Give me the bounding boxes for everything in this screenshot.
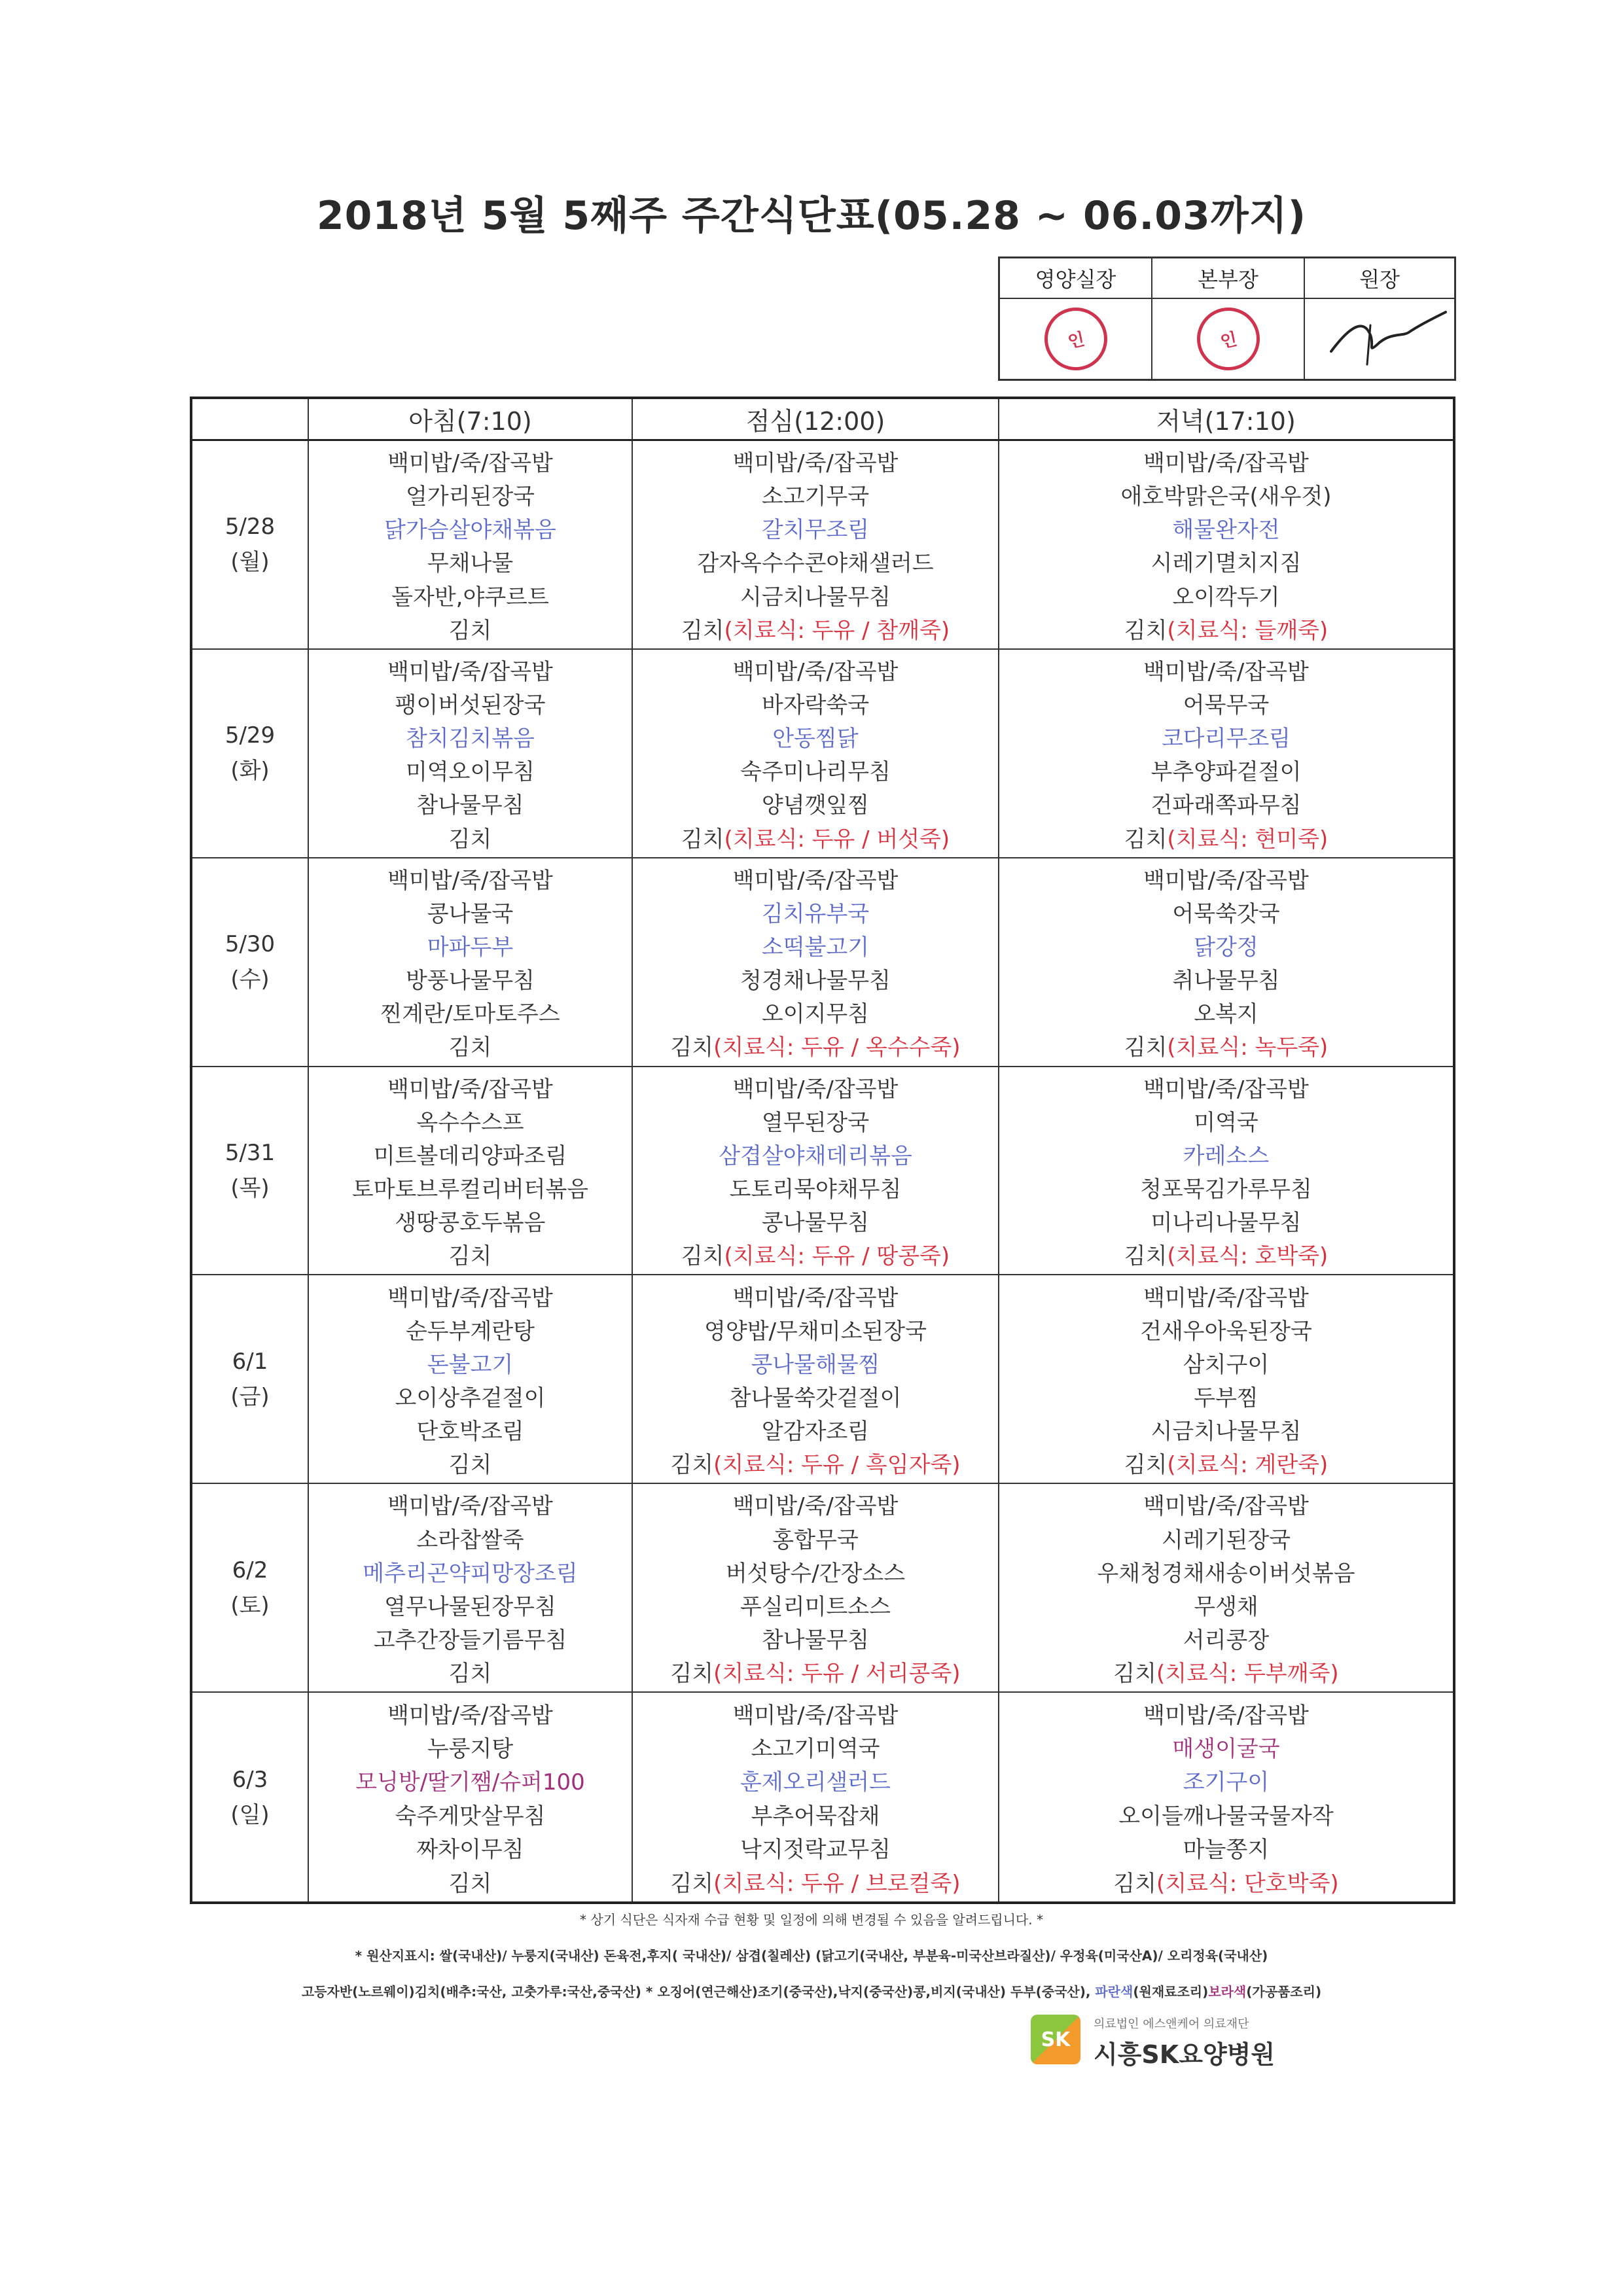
menu-item: 오복지: [1194, 1001, 1258, 1028]
menu-item: 미나리나물무침: [1150, 1210, 1302, 1237]
menu-item: 단호박조림: [416, 1418, 524, 1445]
legend-purple-label: 보라색: [1208, 1984, 1247, 2000]
menu-item: 팽이버섯된장국: [395, 692, 546, 719]
menu-item: 김치: [681, 1243, 724, 1270]
menu-item: 시레기멸치지짐: [1150, 550, 1302, 577]
origin-notice: * 원산지표시: 쌀(국내산)/ 누룽지(국내산) 돈육전,후지( 국내산)/ 삼겹(칠레산) (닭고기(국내산, 부분육-미국산브라질산)/ 우정육(미국산A)/ 오리정육(국내산): [355, 1948, 1268, 1964]
day-cell: [192, 650, 309, 858]
breakfast-cell: [309, 858, 633, 1067]
menu-item-kimchi-diet: [1124, 1029, 1329, 1061]
menu-item: 김치: [1124, 1243, 1168, 1270]
menu-item: 백미밥/죽/잡곡밥: [1143, 1076, 1309, 1103]
menu-item: 백미밥/죽/잡곡밥: [387, 1076, 553, 1103]
seal-stamp-icon: 인: [1039, 302, 1113, 376]
approval-box: [998, 256, 1456, 381]
day-weekday: (금): [230, 1383, 270, 1410]
breakfast-cell: [309, 1484, 633, 1693]
logo-subtitle: 의료법인 에스앤케어 의료재단: [1094, 2017, 1249, 2031]
menu-item: 토마토브루컬리버터볶음: [351, 1176, 589, 1203]
menu-item: 김치: [448, 1870, 492, 1897]
menu-item: 버섯탕수/간장소스: [725, 1560, 906, 1587]
dinner-cell: [999, 441, 1453, 650]
menu-item: 백미밥/죽/잡곡밥: [732, 1702, 899, 1729]
menu-item: 백미밥/죽/잡곡밥: [1143, 1284, 1309, 1311]
menu-item: 옥수수스프: [416, 1109, 524, 1136]
day-weekday: (수): [230, 966, 270, 993]
menu-item: 김치: [681, 617, 724, 644]
therapy-diet-label: (치료식: 두유 / 땅콩죽): [724, 1243, 950, 1270]
menu-item-kimchi-diet: [670, 1029, 960, 1061]
menu-item: 김치: [681, 826, 724, 853]
menu-item: 갈치무조림: [761, 517, 870, 544]
menu-item: 숙주미나리무침: [740, 759, 891, 786]
menu-item: 훈제오리샐러드: [740, 1769, 891, 1796]
menu-item: 도토리묵야채무침: [729, 1176, 902, 1203]
menu-item: 콩나물해물찜: [751, 1351, 880, 1378]
approval-signature-cell: [1305, 299, 1454, 379]
menu-item: 소고기무국: [761, 484, 870, 510]
approval-seal-cell-2: [1152, 299, 1305, 379]
menu-item: 두부찜: [1194, 1385, 1258, 1411]
therapy-diet-label: (치료식: 호박죽): [1167, 1243, 1329, 1270]
lunch-cell: [633, 1693, 999, 1901]
breakfast-cell: [309, 650, 633, 858]
approval-seal-cell-1: [1000, 299, 1152, 379]
menu-item: 안동찜닭: [772, 726, 859, 752]
menu-item: 미역오이무침: [405, 759, 535, 786]
menu-item: 조기구이: [1183, 1769, 1270, 1796]
day-cell: [192, 858, 309, 1067]
therapy-diet-label: (치료식: 녹두죽): [1167, 1034, 1329, 1061]
lunch-cell: [633, 650, 999, 858]
menu-item: 마늘쫑지: [1183, 1837, 1270, 1863]
menu-item: 백미밥/죽/잡곡밥: [387, 1702, 553, 1729]
hospital-logo: [1031, 2012, 1345, 2071]
menu-item: 시금치나물무침: [1150, 1418, 1302, 1445]
lunch-cell: [633, 1484, 999, 1693]
menu-item: 돈불고기: [427, 1351, 514, 1378]
day-date: 5/29: [224, 722, 276, 749]
menu-item: 백미밥/죽/잡곡밥: [1143, 450, 1309, 477]
menu-item: 부추양파겉절이: [1150, 759, 1302, 786]
dinner-cell: [999, 1484, 1453, 1693]
menu-item-kimchi-diet: [681, 821, 950, 853]
menu-item: 해물완자전: [1172, 517, 1280, 544]
menu-item: 김치: [448, 826, 492, 853]
menu-item: 참치김치볶음: [405, 726, 535, 752]
breakfast-cell: [309, 1275, 633, 1484]
menu-item: 찐계란/토마토주스: [380, 1001, 560, 1028]
menu-item: 참나물쑥갓겉절이: [729, 1385, 902, 1411]
menu-item: 우채청경채새송이버섯볶음: [1097, 1560, 1355, 1587]
menu-item: 콩나물국: [427, 900, 514, 927]
menu-item: 백미밥/죽/잡곡밥: [732, 658, 899, 685]
menu-item: 김치: [448, 1452, 492, 1479]
therapy-diet-label: (치료식: 두유 / 브로컬죽): [713, 1870, 961, 1897]
menu-item: 애호박맑은국(새우젓): [1120, 484, 1332, 510]
menu-item-kimchi-diet: [681, 1238, 950, 1270]
menu-item: 카레소스: [1183, 1142, 1270, 1169]
menu-item: 건파래쪽파무침: [1150, 792, 1302, 819]
menu-item: 누룽지탕: [427, 1735, 514, 1762]
menu-item: 홍합무국: [772, 1527, 859, 1553]
menu-item: 백미밥/죽/잡곡밥: [387, 867, 553, 894]
lunch-cell: [633, 858, 999, 1067]
menu-item: 콩나물무침: [761, 1210, 870, 1237]
legend-purple-desc: (가공품조리): [1246, 1984, 1322, 2000]
dinner-cell: [999, 1275, 1453, 1484]
breakfast-cell: [309, 1693, 633, 1901]
header-dinner: 저녁(17:10): [999, 399, 1453, 441]
menu-item-kimchi-diet: [1124, 1447, 1329, 1479]
therapy-diet-label: (치료식: 현미죽): [1167, 826, 1329, 853]
menu-item: 김치유부국: [761, 900, 870, 927]
menu-item: 김치: [448, 617, 492, 644]
menu-item: 백미밥/죽/잡곡밥: [387, 1493, 553, 1520]
therapy-diet-label: (치료식: 두유 / 흑임자죽): [713, 1452, 961, 1479]
menu-item: 시금치나물무침: [740, 584, 891, 610]
menu-item: 열무나물된장무침: [384, 1593, 556, 1620]
menu-change-notice: * 상기 식단은 식자재 수급 현황 및 일정에 의해 변경될 수 있음을 알려드립니다. *: [580, 1912, 1043, 1928]
day-date: 6/2: [232, 1557, 268, 1583]
menu-item: 청포묵김가루무침: [1140, 1176, 1312, 1203]
menu-item-kimchi-diet: [1124, 612, 1329, 645]
menu-item: 짜차이무침: [416, 1837, 524, 1863]
day-date: 6/1: [232, 1348, 268, 1375]
day-weekday: (목): [230, 1174, 270, 1201]
header-date: [192, 399, 309, 441]
menu-item-kimchi-diet: [670, 1447, 960, 1479]
menu-item: 백미밥/죽/잡곡밥: [1143, 867, 1309, 894]
therapy-diet-label: (치료식: 두유 / 버섯죽): [724, 826, 950, 853]
therapy-diet-label: (치료식: 들깨죽): [1167, 617, 1329, 644]
dinner-cell: [999, 1067, 1453, 1276]
menu-item: 메추리곤약피망장조림: [363, 1560, 578, 1587]
menu-item: 오이상추겉절이: [395, 1385, 546, 1411]
day-weekday: (일): [230, 1801, 270, 1828]
menu-item: 김치: [1124, 1034, 1168, 1061]
menu-item: 열무된장국: [761, 1109, 870, 1136]
menu-item-kimchi-diet: [670, 1865, 960, 1898]
breakfast-cell: [309, 1067, 633, 1276]
menu-item: 김치: [1124, 1452, 1168, 1479]
menu-item: 낙지젓락교무침: [740, 1837, 891, 1863]
menu-item: 백미밥/죽/잡곡밥: [1143, 1702, 1309, 1729]
menu-item: 취나물무침: [1172, 968, 1280, 995]
menu-item: 영양밥/무채미소된장국: [704, 1318, 927, 1345]
menu-item: 김치: [448, 1243, 492, 1270]
menu-item: 백미밥/죽/잡곡밥: [1143, 658, 1309, 685]
therapy-diet-label: (치료식: 단호박죽): [1156, 1870, 1339, 1897]
dinner-cell: [999, 650, 1453, 858]
menu-item: 삼치구이: [1183, 1351, 1270, 1378]
legend-blue-label: 파란색: [1095, 1984, 1133, 2000]
menu-item: 닭강정: [1194, 934, 1258, 961]
lunch-cell: [633, 1275, 999, 1484]
menu-item: 생땅콩호두볶음: [395, 1210, 546, 1237]
menu-item: 백미밥/죽/잡곡밥: [732, 1493, 899, 1520]
day-cell: [192, 1067, 309, 1276]
menu-item: 김치: [670, 1870, 714, 1897]
menu-item: 미트볼데리양파조림: [373, 1142, 567, 1169]
therapy-diet-label: (치료식: 계란죽): [1167, 1452, 1329, 1479]
menu-item: 어묵쑥갓국: [1172, 900, 1280, 927]
menu-item: 김치: [1113, 1870, 1156, 1897]
seal-stamp-icon: 인: [1191, 302, 1266, 376]
menu-item: 바자락쑥국: [761, 692, 870, 719]
menu-item: 백미밥/죽/잡곡밥: [732, 1284, 899, 1311]
menu-item-kimchi-diet: [1113, 1655, 1338, 1687]
menu-item-kimchi-diet: [1113, 1865, 1338, 1898]
menu-item: 돌자반,야쿠르트: [391, 584, 549, 610]
menu-item: 백미밥/죽/잡곡밥: [732, 1076, 899, 1103]
menu-item: 마파두부: [427, 934, 514, 961]
menu-item: 백미밥/죽/잡곡밥: [387, 450, 553, 477]
weekly-menu-table: [190, 397, 1455, 1904]
menu-item: 미역국: [1194, 1109, 1258, 1136]
menu-item: 코다리무조림: [1161, 726, 1291, 752]
menu-item: 김치: [670, 1034, 714, 1061]
day-cell: [192, 1693, 309, 1901]
menu-item: 모닝방/딸기쨈/슈퍼100: [355, 1769, 585, 1796]
menu-item-kimchi-diet: [681, 612, 950, 645]
therapy-diet-label: (치료식: 두부깨죽): [1156, 1660, 1339, 1687]
lunch-cell: [633, 441, 999, 650]
menu-item: 양념깻잎찜: [761, 792, 870, 819]
menu-item: 오이지무침: [761, 1001, 870, 1028]
menu-item: 푸실리미트소스: [740, 1593, 891, 1620]
menu-item: 부추어묵잡채: [751, 1803, 880, 1829]
breakfast-cell: [309, 441, 633, 650]
dinner-cell: [999, 1693, 1453, 1901]
menu-item: 백미밥/죽/잡곡밥: [1143, 1493, 1309, 1520]
approval-label-director: 본부장: [1152, 258, 1305, 299]
menu-item-kimchi-diet: [1124, 1238, 1329, 1270]
approval-label-nutrition: 영양실장: [1000, 258, 1152, 299]
menu-item: 무생채: [1194, 1593, 1258, 1620]
menu-item: 김치: [1113, 1660, 1156, 1687]
menu-item: 김치: [448, 1660, 492, 1687]
logo-name: 시흥SK요양병원: [1094, 2040, 1275, 2069]
dinner-cell: [999, 858, 1453, 1067]
header-breakfast: 아침(7:10): [309, 399, 633, 441]
legend-blue-desc: (원재료조리): [1133, 1984, 1209, 2000]
therapy-diet-label: (치료식: 두유 / 옥수수죽): [713, 1034, 961, 1061]
day-weekday: (토): [230, 1592, 270, 1619]
menu-item: 김치: [448, 1034, 492, 1061]
menu-item: 숙주게맛살무침: [395, 1803, 546, 1829]
menu-item-kimchi-diet: [670, 1655, 960, 1687]
lunch-cell: [633, 1067, 999, 1276]
menu-item: 어묵무국: [1183, 692, 1270, 719]
menu-item: 건새우아욱된장국: [1140, 1318, 1312, 1345]
menu-item: 오이들깨나물국물자작: [1118, 1803, 1334, 1829]
menu-item: 참나물무침: [416, 792, 524, 819]
menu-item: 김치: [1124, 617, 1168, 644]
approval-label-head: 원장: [1305, 258, 1454, 299]
day-date: 5/30: [224, 931, 276, 958]
sk-logo-icon: SK: [1031, 2015, 1080, 2064]
menu-item: 무채나물: [427, 550, 514, 577]
origin-notice-2: [0, 1981, 1623, 2000]
menu-item: 김치: [670, 1660, 714, 1687]
origin-notice-text: 고등자반(노르웨이)김치(배추:국산, 고춧가루:국산,중국산) * 오징어(연근해산)조기(중국산),낙지(중국산)콩,비지(국내산) 두부(중국산),: [301, 1984, 1091, 2000]
menu-item: 감자옥수수콘야채샐러드: [697, 550, 934, 577]
day-cell: [192, 1484, 309, 1693]
menu-item: 소고기미역국: [751, 1735, 880, 1762]
therapy-diet-label: (치료식: 두유 / 서리콩죽): [713, 1660, 961, 1687]
menu-item: 방풍나물무침: [405, 968, 535, 995]
menu-item: 청경채나물무침: [740, 968, 891, 995]
signature-icon: [1305, 299, 1454, 379]
day-weekday: (월): [230, 549, 270, 576]
menu-item: 순두부계란탕: [405, 1318, 535, 1345]
menu-item: 백미밥/죽/잡곡밥: [732, 450, 899, 477]
day-date: 5/28: [224, 514, 276, 540]
menu-item: 닭가슴살야채볶음: [384, 517, 556, 544]
menu-item-kimchi-diet: [1124, 821, 1329, 853]
day-date: 5/31: [224, 1139, 276, 1166]
menu-item: 삼겹살야채데리볶음: [719, 1142, 912, 1169]
menu-item: 매생이굴국: [1172, 1735, 1280, 1762]
menu-item: 서리콩장: [1183, 1627, 1270, 1653]
day-weekday: (화): [230, 758, 270, 785]
menu-item: 소라찹쌀죽: [416, 1527, 524, 1553]
day-cell: [192, 1275, 309, 1484]
header-lunch: 점심(12:00): [633, 399, 999, 441]
menu-item: 백미밥/죽/잡곡밥: [732, 867, 899, 894]
menu-item: 시레기된장국: [1161, 1527, 1291, 1553]
menu-item: 김치: [670, 1452, 714, 1479]
day-cell: [192, 441, 309, 650]
menu-item: 소떡불고기: [761, 934, 870, 961]
day-date: 6/3: [232, 1766, 268, 1793]
menu-item: 오이깍두기: [1172, 584, 1280, 610]
menu-item: 참나물무침: [761, 1627, 870, 1653]
page-title: 2018년 5월 5째주 주간식단표(05.28 ~ 06.03까지): [316, 193, 1307, 239]
menu-item: 얼가리된장국: [405, 484, 535, 510]
menu-item: 고추간장들기름무침: [373, 1627, 567, 1653]
menu-item: 김치: [1124, 826, 1168, 853]
menu-item: 백미밥/죽/잡곡밥: [387, 1284, 553, 1311]
menu-item: 알감자조림: [761, 1418, 870, 1445]
therapy-diet-label: (치료식: 두유 / 참깨죽): [724, 617, 950, 644]
menu-item: 백미밥/죽/잡곡밥: [387, 658, 553, 685]
